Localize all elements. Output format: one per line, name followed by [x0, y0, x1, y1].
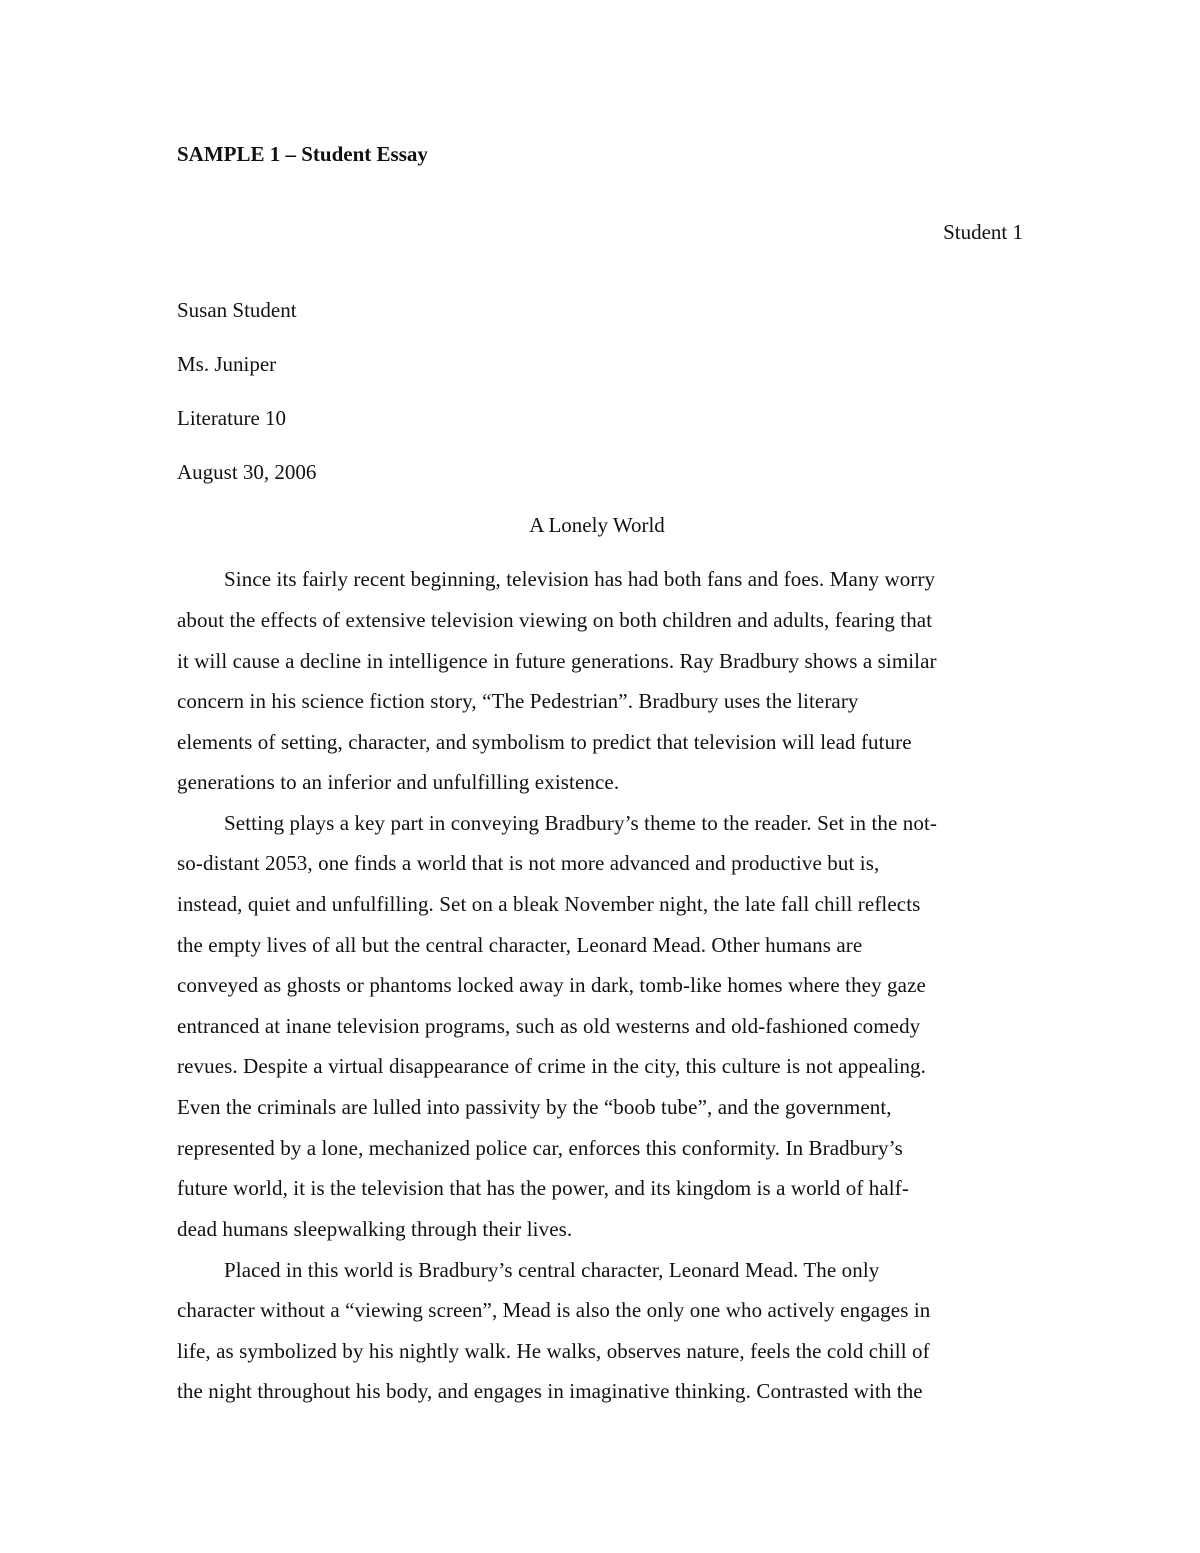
body-line: future world, it is the television that has the power, and its kingdom is a world of half- [177, 1176, 909, 1200]
essay-date: August 30, 2006 [177, 460, 317, 484]
body-line: Even the criminals are lulled into passivity by the “boob tube”, and the government, [177, 1095, 892, 1119]
body-line: represented by a lone, mechanized police car, enforces this conformity. In Bradbury’s [177, 1136, 903, 1160]
body-line: about the effects of extensive television viewing on both children and adults, fearing that [177, 608, 933, 632]
body-line: concern in his science fiction story, “The Pedestrian”. Bradbury uses the literary [177, 689, 859, 713]
body-line: elements of setting, character, and symbolism to predict that television will lead future [177, 730, 912, 754]
body-line: conveyed as ghosts or phantoms locked away in dark, tomb-like homes where they gaze [177, 973, 926, 997]
student-name: Susan Student [177, 298, 297, 322]
body-line: entranced at inane television programs, such as old westerns and old-fashioned comedy [177, 1014, 921, 1038]
course-name: Literature 10 [177, 406, 287, 430]
teacher-name: Ms. Juniper [177, 352, 277, 376]
body-line: the empty lives of all but the central character, Leonard Mead. Other humans are [177, 933, 863, 957]
body-line: Setting plays a key part in conveying Bradbury’s theme to the reader. Set in the not- [224, 811, 937, 835]
body-line: Placed in this world is Bradbury’s central character, Leonard Mead. The only [224, 1258, 880, 1282]
body-line: instead, quiet and unfulfilling. Set on a bleak November night, the late fall chill reflects [177, 892, 921, 916]
body-line: generations to an inferior and unfulfilling existence. [177, 770, 620, 794]
body-line: it will cause a decline in intelligence in future generations. Ray Bradbury shows a similar [177, 649, 937, 673]
sample-heading: SAMPLE 1 – Student Essay [177, 142, 428, 166]
body-line: character without a “viewing screen”, Mead is also the only one who actively engages in [177, 1298, 931, 1322]
essay-title: A Lonely World [529, 513, 665, 537]
running-head: Student 1 [943, 220, 1023, 244]
body-line: Since its fairly recent beginning, television has had both fans and foes. Many worry [224, 567, 936, 591]
body-line: life, as symbolized by his nightly walk. He walks, observes nature, feels the cold chill of [177, 1339, 930, 1363]
body-line: the night throughout his body, and engages in imaginative thinking. Contrasted with the [177, 1379, 923, 1403]
body-line: dead humans sleepwalking through their lives. [177, 1217, 573, 1241]
body-line: so-distant 2053, one finds a world that is not more advanced and productive but is, [177, 851, 880, 875]
body-line: revues. Despite a virtual disappearance of crime in the city, this culture is not appealing. [177, 1054, 926, 1078]
